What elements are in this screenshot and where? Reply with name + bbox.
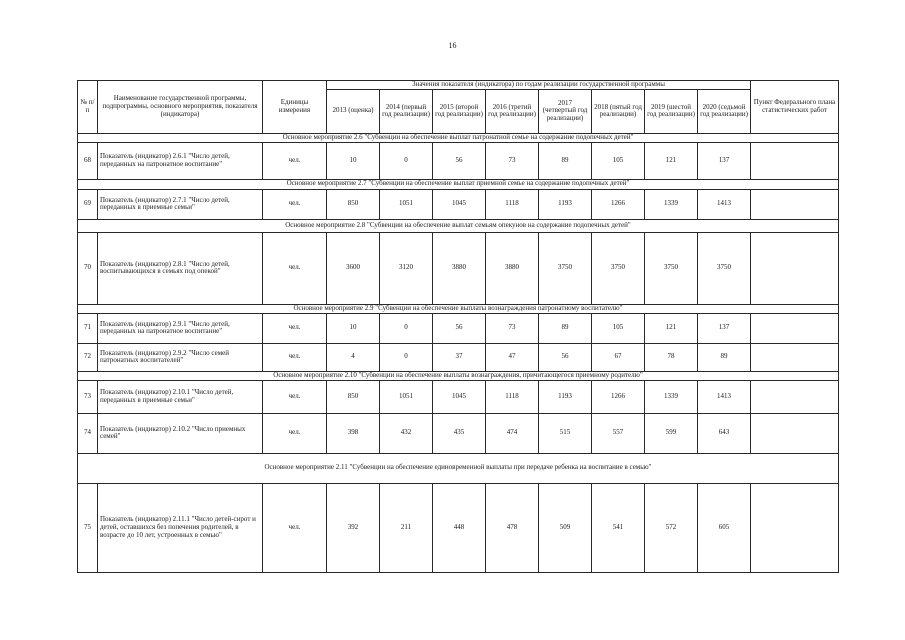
- row-value-2018: 557: [592, 413, 645, 453]
- indicators-table: [77, 80, 839, 573]
- row-unit: чел.: [263, 189, 327, 219]
- row-value-2020: 605: [698, 483, 751, 572]
- table-row: [78, 343, 839, 371]
- row-value-2016: 47: [486, 343, 539, 371]
- row-value-2016: 73: [486, 142, 539, 179]
- row-value-2016: 3880: [486, 232, 539, 304]
- header-year-2014: 2014 (первый год реализации): [380, 89, 433, 133]
- row-value-2017: 1193: [539, 380, 592, 413]
- header-year-2016: 2016 (третий год реализации): [486, 89, 539, 133]
- row-value-2014: 432: [380, 413, 433, 453]
- row-value-2020: 643: [698, 413, 751, 453]
- row-federal-plan: [751, 189, 839, 219]
- row-value-2015: 56: [433, 142, 486, 179]
- row-federal-plan: [751, 313, 839, 343]
- header-values-group: Значения показателя (индикатора) по годам реализации государственной программы: [327, 81, 751, 90]
- row-federal-plan: [751, 413, 839, 453]
- header-year-2017: 2017 (четвертый год реализации): [539, 89, 592, 133]
- row-unit: чел.: [263, 413, 327, 453]
- row-num: 73: [78, 380, 98, 413]
- row-value-2019: 572: [645, 483, 698, 572]
- row-indicator-name: Показатель (индикатор) 2.7.1 "Число детей, переданных в приемные семьи": [98, 189, 263, 219]
- header-year-2015: 2015 (второй год реализации): [433, 89, 486, 133]
- row-indicator-name: Показатель (индикатор) 2.9.1 "Число детей, переданных на патронатное воспитание": [98, 313, 263, 343]
- row-indicator-name: Показатель (индикатор) 2.10.2 "Число приемных семей": [98, 413, 263, 453]
- row-value-2020: 137: [698, 313, 751, 343]
- row-value-2020: 3750: [698, 232, 751, 304]
- row-value-2018: 105: [592, 142, 645, 179]
- row-federal-plan: [751, 232, 839, 304]
- row-value-2015: 435: [433, 413, 486, 453]
- row-value-2020: 1413: [698, 189, 751, 219]
- table-row: [78, 380, 839, 413]
- section-heading: Основное мероприятие 2.7 "Субвенции на обеспечение выплат приемной семье на содержание подопечных детей": [78, 179, 839, 189]
- row-value-2013: 10: [327, 142, 380, 179]
- row-value-2018: 1266: [592, 380, 645, 413]
- header-year-2018: 2018 (пятый год реализации): [592, 89, 645, 133]
- row-unit: чел.: [263, 343, 327, 371]
- row-value-2014: 211: [380, 483, 433, 572]
- row-federal-plan: [751, 380, 839, 413]
- row-value-2014: 1051: [380, 189, 433, 219]
- row-value-2016: 1118: [486, 380, 539, 413]
- row-value-2019: 78: [645, 343, 698, 371]
- row-value-2020: 1413: [698, 380, 751, 413]
- row-indicator-name: Показатель (индикатор) 2.10.1 "Число детей, переданных в приемные семьи": [98, 380, 263, 413]
- header-year-2020: 2020 (седьмой год реализации): [698, 89, 751, 133]
- row-value-2016: 73: [486, 313, 539, 343]
- row-value-2014: 1051: [380, 380, 433, 413]
- row-unit: чел.: [263, 483, 327, 572]
- row-value-2013: 10: [327, 313, 380, 343]
- row-value-2018: 1266: [592, 189, 645, 219]
- row-value-2015: 1045: [433, 189, 486, 219]
- row-value-2017: 1193: [539, 189, 592, 219]
- row-unit: чел.: [263, 142, 327, 179]
- row-num: 74: [78, 413, 98, 453]
- row-value-2017: 3750: [539, 232, 592, 304]
- row-value-2013: 850: [327, 380, 380, 413]
- header-federal-plan: Пункт Федерального плана статистических работ: [751, 81, 839, 134]
- row-unit: чел.: [263, 232, 327, 304]
- row-federal-plan: [751, 142, 839, 179]
- row-indicator-name: Показатель (индикатор) 2.6.1 "Число детей, переданных на патронатное воспитание": [98, 142, 263, 179]
- row-value-2017: 515: [539, 413, 592, 453]
- row-value-2017: 89: [539, 313, 592, 343]
- row-value-2020: 137: [698, 142, 751, 179]
- row-value-2015: 448: [433, 483, 486, 572]
- header-num: № п/п: [78, 81, 98, 134]
- row-value-2015: 37: [433, 343, 486, 371]
- row-value-2016: 474: [486, 413, 539, 453]
- table-row: [78, 313, 839, 343]
- row-value-2019: 121: [645, 313, 698, 343]
- header-unit: Единицы измерения: [263, 81, 327, 134]
- row-value-2019: 1339: [645, 380, 698, 413]
- row-value-2016: 478: [486, 483, 539, 572]
- table-row: [78, 232, 839, 304]
- section-heading: Основное мероприятие 2.8 "Субвенции на обеспечение выплат семьям опекунов на содержание подопечных детей": [78, 219, 839, 232]
- row-value-2017: 89: [539, 142, 592, 179]
- row-value-2014: 0: [380, 313, 433, 343]
- row-value-2019: 599: [645, 413, 698, 453]
- row-unit: чел.: [263, 380, 327, 413]
- row-value-2015: 3880: [433, 232, 486, 304]
- table-row: [78, 483, 839, 572]
- row-num: 71: [78, 313, 98, 343]
- table-row: [78, 189, 839, 219]
- header-year-2019: 2019 (шестой год реализации): [645, 89, 698, 133]
- row-value-2013: 850: [327, 189, 380, 219]
- section-heading: Основное мероприятие 2.9 "Субвенции на обеспечение выплаты вознаграждения патронатному воспитателю": [78, 304, 839, 313]
- row-num: 70: [78, 232, 98, 304]
- row-federal-plan: [751, 483, 839, 572]
- row-value-2014: 0: [380, 142, 433, 179]
- row-value-2014: 3120: [380, 232, 433, 304]
- page-number: 16: [448, 41, 457, 50]
- row-value-2013: 392: [327, 483, 380, 572]
- header-name: Наименование государственной программы, подпрограммы, основного мероприятия, показателя (индикатора): [98, 81, 263, 134]
- row-value-2014: 0: [380, 343, 433, 371]
- row-federal-plan: [751, 343, 839, 371]
- row-value-2015: 1045: [433, 380, 486, 413]
- row-value-2018: 3750: [592, 232, 645, 304]
- row-indicator-name: Показатель (индикатор) 2.11.1 "Число детей-сирот и детей, оставшихся без попечения родителей, в возрасте до 10 лет, устроенных в семью": [98, 483, 263, 572]
- row-num: 69: [78, 189, 98, 219]
- header-year-2013: 2013 (оценка): [327, 89, 380, 133]
- row-value-2017: 509: [539, 483, 592, 572]
- row-value-2013: 4: [327, 343, 380, 371]
- row-value-2018: 541: [592, 483, 645, 572]
- row-num: 68: [78, 142, 98, 179]
- table-row: [78, 142, 839, 179]
- row-num: 75: [78, 483, 98, 572]
- row-num: 72: [78, 343, 98, 371]
- section-heading: Основное мероприятие 2.6 "Субвенции на обеспечение выплат патронатной семье на содержание подопечных детей": [78, 133, 839, 142]
- row-value-2019: 1339: [645, 189, 698, 219]
- table-row: [78, 413, 839, 453]
- row-indicator-name: Показатель (индикатор) 2.8.1 "Число детей, воспитывающихся в семьях под опекой": [98, 232, 263, 304]
- row-value-2013: 398: [327, 413, 380, 453]
- row-unit: чел.: [263, 313, 327, 343]
- row-value-2017: 56: [539, 343, 592, 371]
- row-value-2019: 121: [645, 142, 698, 179]
- row-value-2016: 1118: [486, 189, 539, 219]
- section-heading: Основное мероприятие 2.11 "Субвенции на обеспечение единовременной выплаты при передаче ребенка на воспитание в семью": [78, 453, 839, 483]
- row-value-2015: 56: [433, 313, 486, 343]
- row-value-2013: 3600: [327, 232, 380, 304]
- row-value-2018: 105: [592, 313, 645, 343]
- row-indicator-name: Показатель (индикатор) 2.9.2 "Число семей патронатных воспитателей": [98, 343, 263, 371]
- row-value-2018: 67: [592, 343, 645, 371]
- row-value-2019: 3750: [645, 232, 698, 304]
- row-value-2020: 89: [698, 343, 751, 371]
- section-heading: Основное мероприятие 2.10 "Субвенции на обеспечение выплаты вознаграждения, причитающегося приемному родителю": [78, 371, 839, 380]
